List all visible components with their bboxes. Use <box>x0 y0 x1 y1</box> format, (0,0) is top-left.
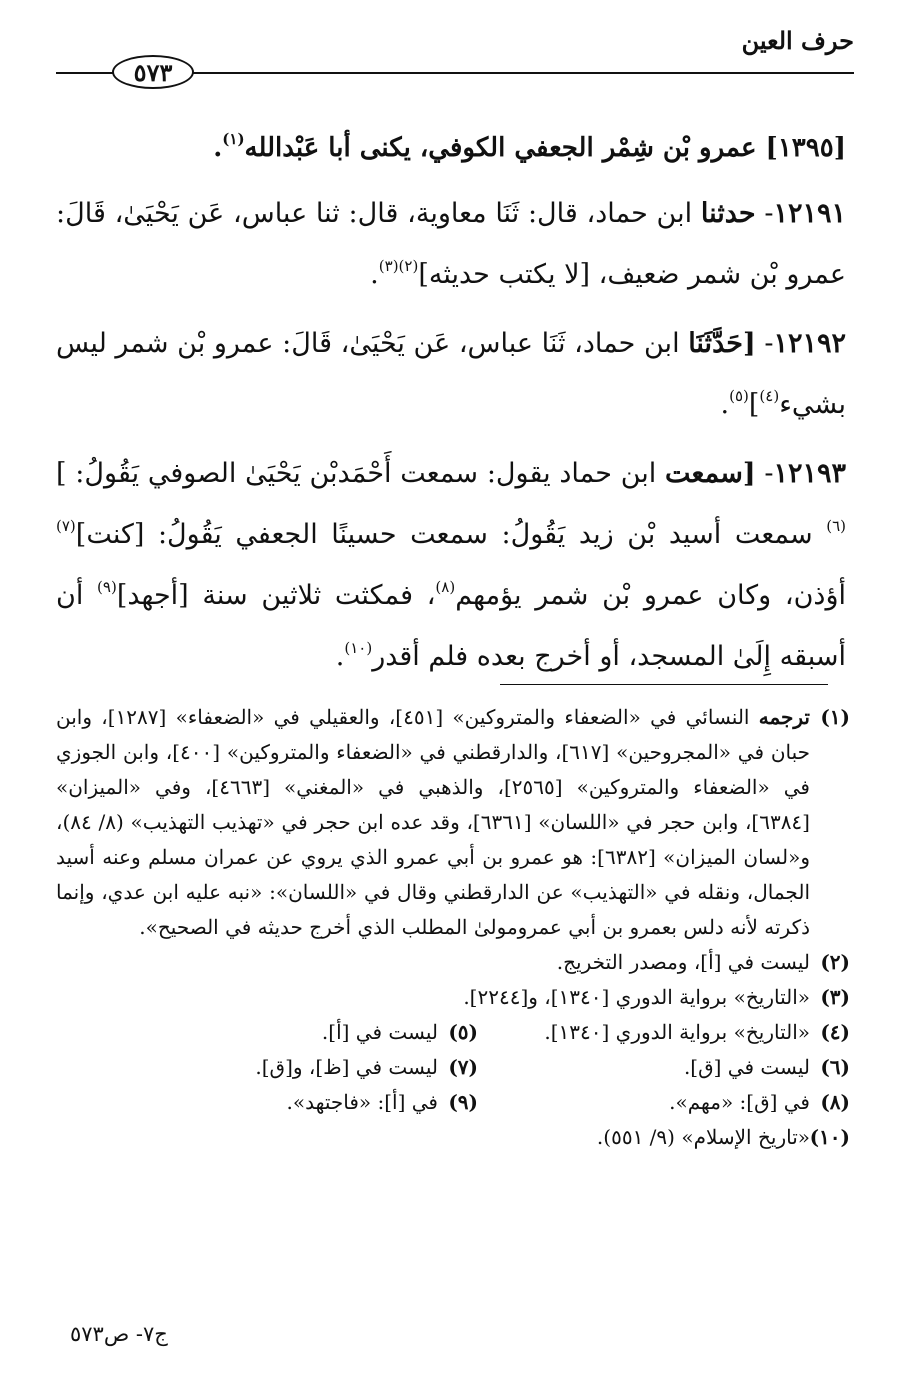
footnote-number: (٦) <box>820 1055 850 1079</box>
narration-dash: - <box>755 198 774 229</box>
footnote-number: (٤) <box>820 1020 850 1044</box>
paragraph-12191 <box>56 183 846 305</box>
footnote-9 <box>98 1085 478 1120</box>
footnote-number: (٣) <box>820 985 850 1009</box>
footnote-text: في [ق]: «مهم». <box>669 1090 810 1114</box>
narration-number: ١٢١٩١ <box>773 198 846 229</box>
footnote-text: ليست في [ق]. <box>683 1055 810 1079</box>
entry-heading-text: [١٣٩٥] عمرو بْن شِمْر الجعفي الكوفي، يكنى أبا عَبْدالله <box>244 133 846 163</box>
narration-text: ، فمكثت ثلاثين سنة [أجهد] <box>116 580 436 611</box>
entry-heading <box>56 118 846 179</box>
footnote-text <box>56 700 810 945</box>
narration-text: أؤذن، وكان عمرو بْن شمر يؤمهم <box>455 580 846 611</box>
footnote-ref: (٨) <box>435 578 456 596</box>
footnote-7 <box>98 1050 478 1085</box>
narration-number: ١٢١٩٣ <box>773 458 846 489</box>
narration-text: ابن حماد يقول: سمعت أَحْمَدبْن يَحْيَىٰ الصوفي يَقُولُ: ] <box>56 458 666 489</box>
paragraph-12193 <box>56 443 846 687</box>
narration-lead: [سمعت <box>665 458 756 489</box>
footnote-text: «تاريخ الإسلام» (٩/ ٥٥١). <box>596 1125 810 1149</box>
narration-number: ١٢١٩٢ <box>773 328 846 359</box>
page-number-badge <box>112 55 194 89</box>
footnote-text: «التاريخ» برواية الدوري [١٣٤٠]. <box>544 1020 810 1044</box>
footnote-2 <box>56 945 850 980</box>
footnote-text: ليست في [ظ]، و[ق]. <box>255 1055 438 1079</box>
footnote-ref: (٥) <box>729 387 749 405</box>
footnote-row <box>56 1050 850 1085</box>
footnote-number: (١) <box>820 705 850 729</box>
footnote-lead: ترجمه <box>758 705 810 729</box>
footnote-number: (٩) <box>448 1090 478 1114</box>
footnote-ref: (٧) <box>56 517 76 535</box>
footnote-number: (١٠) <box>809 1125 850 1149</box>
footnote-row <box>56 1085 850 1120</box>
footnote-8 <box>478 1085 850 1120</box>
narration-end: . <box>335 641 345 672</box>
volume-page-signature: ج٧- ص٥٧٣ <box>70 1322 168 1346</box>
footnote-ref: (٦) <box>826 517 846 535</box>
narration-end: . <box>720 389 730 420</box>
footnote-number: (٥) <box>448 1020 478 1044</box>
footnote-5 <box>98 1015 478 1050</box>
footnote-separator <box>500 684 828 685</box>
narration-text: أن أسبقه إِلَىٰ المسجد، أو أخرج بعده فلم أقدر <box>56 580 846 672</box>
narration-lead: [حَدَّثَنَا <box>688 328 756 359</box>
narration-text: ابن حماد، ثَنَا عباس، عَن يَحْيَىٰ، قَالَ: عمرو بْن شمر ليس بشيء <box>56 328 846 420</box>
paragraph-12192 <box>56 313 846 435</box>
page-number: ٥٧٣ <box>133 57 173 87</box>
narration-dash: - <box>755 328 774 359</box>
footnotes <box>56 700 850 1155</box>
heading-end: . <box>213 133 223 163</box>
footnote-body: النسائي في «الضعفاء والمتروكين» [٤٥١]، والعقيلي في «الضعفاء» [١٢٨٧]، وابن حبان في «المجروحين» [٦١٧]، والدارقطني في «الضعفاء والمتروكين» [٤٠٠]، وابن الجوزي في «الضعفاء والمتروكين» [٢٥٦٥]، والذهبي في «المغني» [٤٦٦٣]، وفي «الميزان» [٦٣٨٤]، وابن حجر في «اللسان» [٦٣٦١]، وقد عده ابن حجر في «تهذيب التهذيب» (٨/ ٨٤)، و«لسان الميزان» [٦٣٨٢]: هو عمرو بن أبي عمرو الذي يروي عن عمران مسلم وعنه أسيد الجمال، ونقله في «التهذيب» عن الدارقطني وقال في «اللسان»: «نبه عليه ابن عدي، وإنما ذكرته لأنه دلس بعمرو بن أبي عمرومولىٰ المطلب الذي أخرج حديثه في الصحيح». <box>56 705 811 939</box>
main-text <box>56 118 846 695</box>
footnote-number: (٨) <box>820 1090 850 1114</box>
footnote-text: «التاريخ» برواية الدوري [١٣٤٠]، و[٢٢٤٤]. <box>463 985 810 1009</box>
footnote-text: في [أ]: «فاجتهد». <box>286 1090 438 1114</box>
narration-text: سمعت أسيد بْن زيد يَقُولُ: سمعت حسينًا الجعفي يَقُولُ: [كنت] <box>75 519 827 550</box>
footnote-3 <box>56 980 850 1015</box>
footnote-row <box>56 1015 850 1050</box>
footnote-number: (٢) <box>820 950 850 974</box>
narration-dash: - <box>755 458 774 489</box>
narration-lead: حدثنا <box>700 198 756 229</box>
footnote-text: ليست في [أ]. <box>321 1020 438 1044</box>
narration-end: . <box>370 259 379 290</box>
footnote-ref: (٩) <box>97 578 117 596</box>
footnote-ref: (٤) <box>759 387 780 405</box>
footnote-ref: (٢)(٣) <box>378 257 419 275</box>
footnote-ref: (١) <box>222 130 245 148</box>
footnote-text: ليست في [أ]، ومصدر التخريج. <box>556 950 810 974</box>
footnote-6 <box>478 1050 850 1085</box>
narration-text: ابن حماد، قال: ثَنَا معاوية، قال: ثنا عباس، عَن يَحْيَىٰ، قَالَ: عمرو بْن شمر ضعيف، [لا يكتب حديثه] <box>56 198 846 290</box>
footnote-number: (٧) <box>448 1055 478 1079</box>
narration-bracket: ] <box>748 389 760 420</box>
footnote-10 <box>56 1120 850 1155</box>
footnote-1 <box>56 700 850 945</box>
running-title: حرف العين <box>741 26 854 55</box>
footnote-ref: (١٠) <box>344 639 373 657</box>
footnote-4 <box>478 1015 850 1050</box>
